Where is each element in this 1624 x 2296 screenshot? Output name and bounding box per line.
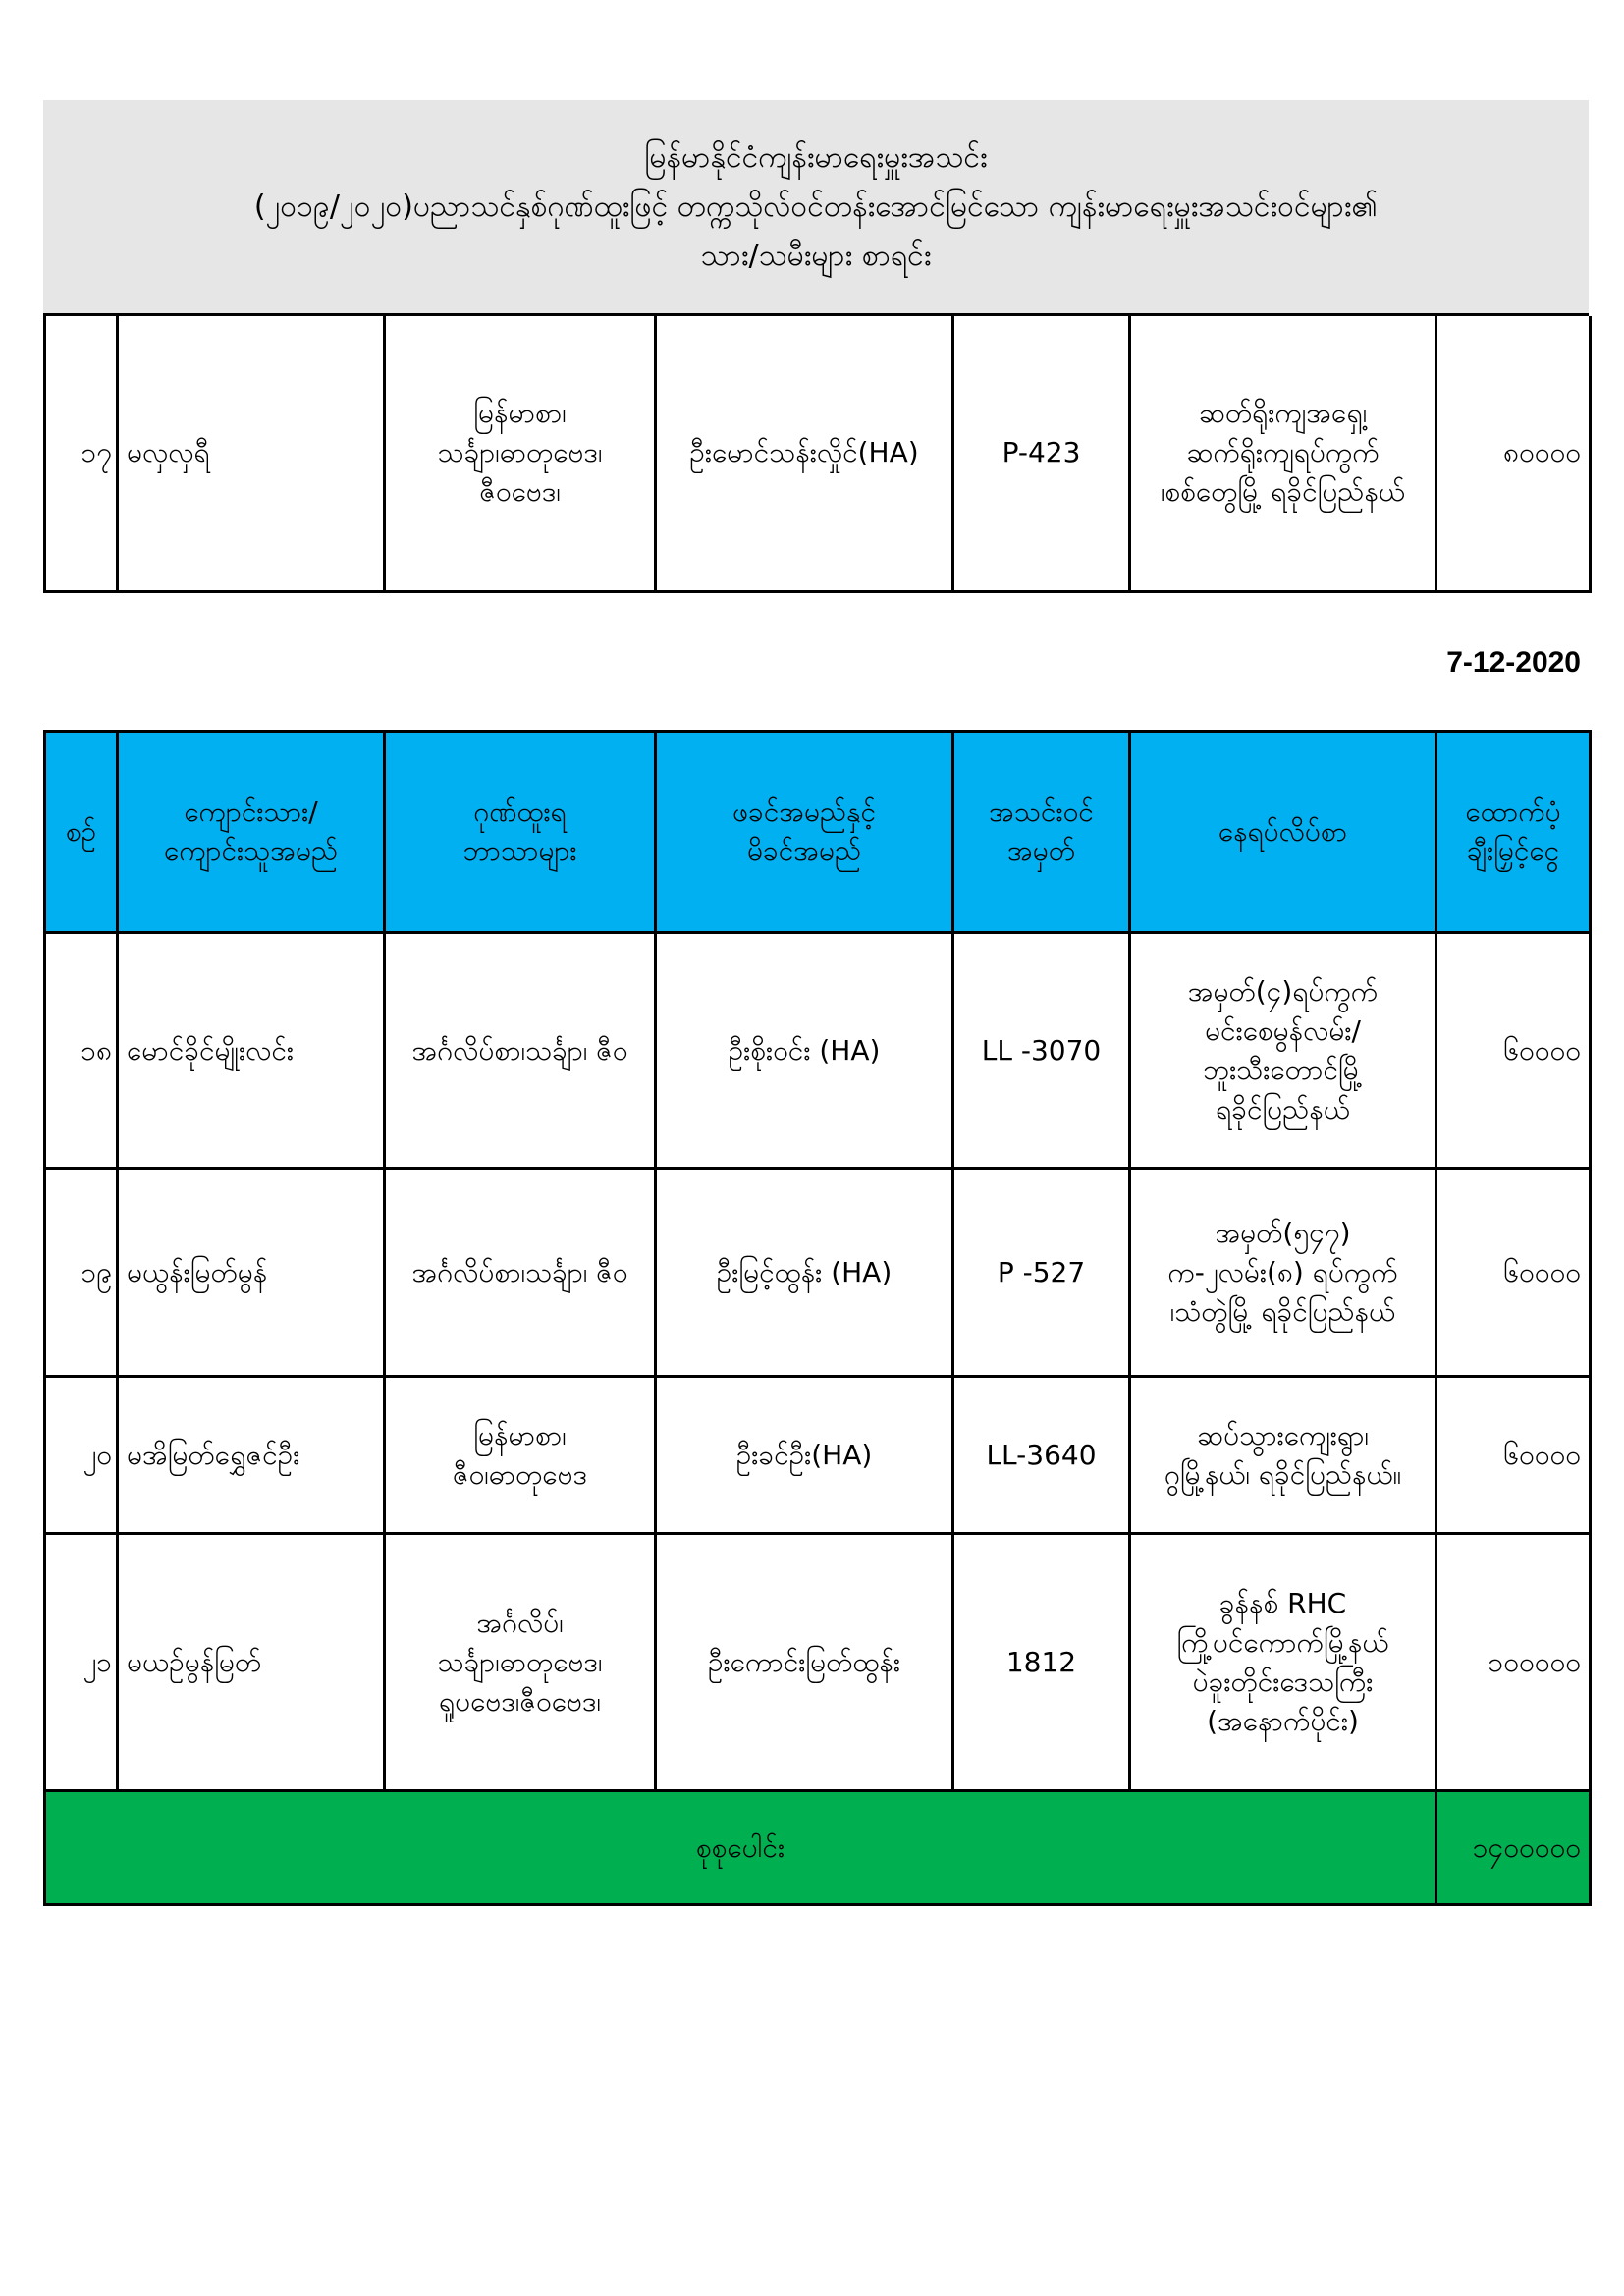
document-title [43,100,1589,316]
header-student: ကျောင်းသား/ ကျောင်းသူအမည် [118,732,385,933]
table-row [45,1377,1591,1534]
row-address: ဆပ်သွားကျေးရွာ၊ ဂွမြို့နယ်၊ ရခိုင်ပြည်နယ်။ [1130,1377,1436,1534]
row-amount: ၈၀၀၀၀ [1436,316,1591,591]
row-member-no: 1812 [953,1534,1130,1791]
row-student: မယဉ်မွန်မြတ် [118,1534,385,1791]
total-amount: ၁၄၀၀၀၀၀ [1436,1791,1591,1905]
table-row [45,933,1591,1169]
header-subjects: ဂုဏ်ထူးရ ဘာသာများ [385,732,656,933]
header-member-no: အသင်းဝင် အမှတ် [953,732,1130,933]
row-parents: ဦးခင်ဦး(HA) [656,1377,953,1534]
row-parents: ဦးကောင်းမြတ်ထွန်း [656,1534,953,1791]
row-student: မလှလှရီ [118,316,385,591]
row-subjects: မြန်မာစာ၊ ဇီဝ၊ဓာတုဗေဒ [385,1377,656,1534]
row-parents: ဦးစိုးဝင်း (HA) [656,933,953,1169]
row-parents: ဦးမြင့်ထွန်း (HA) [656,1169,953,1377]
title-line-2: (၂၀၁၉/၂၀၂၀)ပညာသင်နှစ်ဂုဏ်ထူးဖြင့် တက္ကသိုလ်ဝင်တန်းအောင်မြင်သော ကျန်းမာရေးမှူးအသင်းဝင်များ၏ [253,189,1379,224]
row-subjects: အင်္ဂလိပ်၊ သင်္ချာ၊ဓာတုဗေဒ၊ ရူပဗေဒ၊ဇီဝဗေဒ၊ [385,1534,656,1791]
row-amount: ၆၀၀၀၀ [1436,1377,1591,1534]
row-no: ၂၁ [45,1534,118,1791]
row-address: ခွန်နစ် RHC ကြို့ပင်ကောက်မြို့နယ် ပဲခူးတိုင်းဒေသကြီး (အနောက်ပိုင်း) [1130,1534,1436,1791]
row-amount: ၆၀၀၀၀ [1436,1169,1591,1377]
row-subjects: အင်္ဂလိပ်စာ၊သင်္ချာ၊ ဇီဝ [385,933,656,1169]
row-no: ၁၉ [45,1169,118,1377]
row-amount: ၆၀၀၀၀ [1436,933,1591,1169]
total-row [45,1791,1591,1905]
row-address: အမှတ်(၄)ရပ်ကွက် မင်းစေမွန်လမ်း/ ဘူးသီးတောင်မြို့ ရခိုင်ပြည်နယ် [1130,933,1436,1169]
row-member-no: LL-3640 [953,1377,1130,1534]
row-member-no: P -527 [953,1169,1130,1377]
row-no: ၁၈ [45,933,118,1169]
row-subjects: မြန်မာစာ၊ သင်္ချာ၊ဓာတုဗေဒ၊ ဇီဝဗေဒ၊ [385,316,656,591]
header-amount: ထောက်ပံ့ ချီးမြှင့်ငွေ [1436,732,1591,933]
row-subjects: အင်္ဂလိပ်စာ၊သင်္ချာ၊ ဇီဝ [385,1169,656,1377]
row-address: အမှတ်(၅၄၇) က-၂လမ်း(၈) ရပ်ကွက် ၊သံတွဲမြို့ ရခိုင်ပြည်နယ် [1130,1169,1436,1377]
row-no: ၂၀ [45,1377,118,1534]
title-line-1: မြန်မာနိုင်ငံကျန်းမာရေးမှူးအသင်း [644,139,988,175]
row-student: မောင်ခိုင်မျိုးလင်း [118,933,385,1169]
table-row [45,316,1591,591]
table-continued [43,316,1592,593]
row-no: ၁၇ [45,316,118,591]
header-parents: ဖခင်အမည်နှင့် မိခင်အမည် [656,732,953,933]
table-row [45,1169,1591,1377]
total-label: စုစုပေါင်း [45,1791,1436,1905]
header-address: နေရပ်လိပ်စာ [1130,732,1436,933]
row-student: မအိမြတ်ရွှေဇင်ဦး [118,1377,385,1534]
row-address: ဆတ်ရိုးကျအရှေ့၊ ဆက်ရိုးကျရပ်ကွက် ၊စစ်တွေမြို့ ရခိုင်ပြည်နယ် [1130,316,1436,591]
row-student: မယွန်းမြတ်မွန် [118,1169,385,1377]
table-main [43,730,1592,1906]
document-date: 7-12-2020 [1446,646,1581,679]
row-parents: ဦးမောင်သန်းလှိုင်(HA) [656,316,953,591]
table-row [45,1534,1591,1791]
table-header [45,732,1591,933]
row-member-no: P-423 [953,316,1130,591]
header-no: စဉ် [45,732,118,933]
row-amount: ၁၀၀၀၀၀ [1436,1534,1591,1791]
row-member-no: LL -3070 [953,933,1130,1169]
title-line-3: သား/သမီးများ စာရင်း [700,238,932,273]
